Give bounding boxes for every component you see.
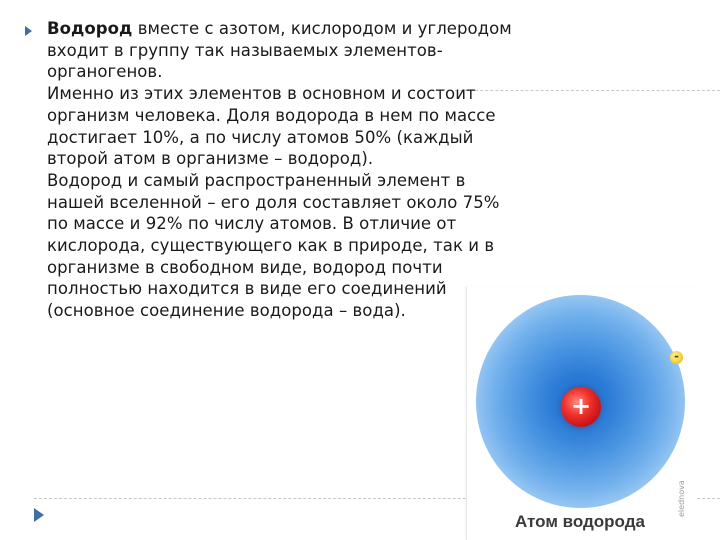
- text-line: кислорода, существующего как в природе, так и в: [47, 236, 495, 256]
- text-line-content: вместе с азотом, кислородом и углеродом: [132, 19, 512, 38]
- watermark: elednova: [677, 480, 686, 517]
- nucleus-plus-icon: +: [561, 387, 601, 427]
- body-text: [47, 18, 537, 322]
- text-line: полностью находится в виде его соединений: [47, 279, 447, 299]
- text-line: Именно из этих элементов в основном и состоит: [47, 84, 476, 104]
- highlight-word: Водород: [47, 19, 133, 38]
- text-line: [47, 18, 537, 40]
- text-line: (основное соединение водорода – вода).: [47, 301, 406, 321]
- text-line: входит в группу так называемых элементов-: [47, 40, 443, 60]
- text-line: второй атом в организме – водород).: [47, 149, 374, 169]
- text-line: по массе и 92% по числу атомов. В отличие от: [47, 214, 457, 234]
- bullet-arrow-icon: [25, 26, 32, 36]
- text-line: Водород и самый распространенный элемент в: [47, 170, 466, 190]
- text-line: организм человека. Доля водорода в нем по массе: [47, 105, 496, 125]
- text-line: организме в свободном виде, водород почти: [47, 257, 443, 277]
- text-line: органогенов.: [47, 62, 163, 82]
- electron-minus-icon: -: [670, 351, 683, 364]
- hydrogen-atom-figure: [466, 287, 695, 540]
- figure-caption: Атом водорода: [515, 512, 645, 531]
- text-line: нашей вселенной – его доля составляет около 75%: [47, 192, 500, 212]
- text-line: достигает 10%, а по числу атомов 50% (каждый: [47, 127, 474, 147]
- bullet-arrow-icon-bottom: [34, 508, 44, 522]
